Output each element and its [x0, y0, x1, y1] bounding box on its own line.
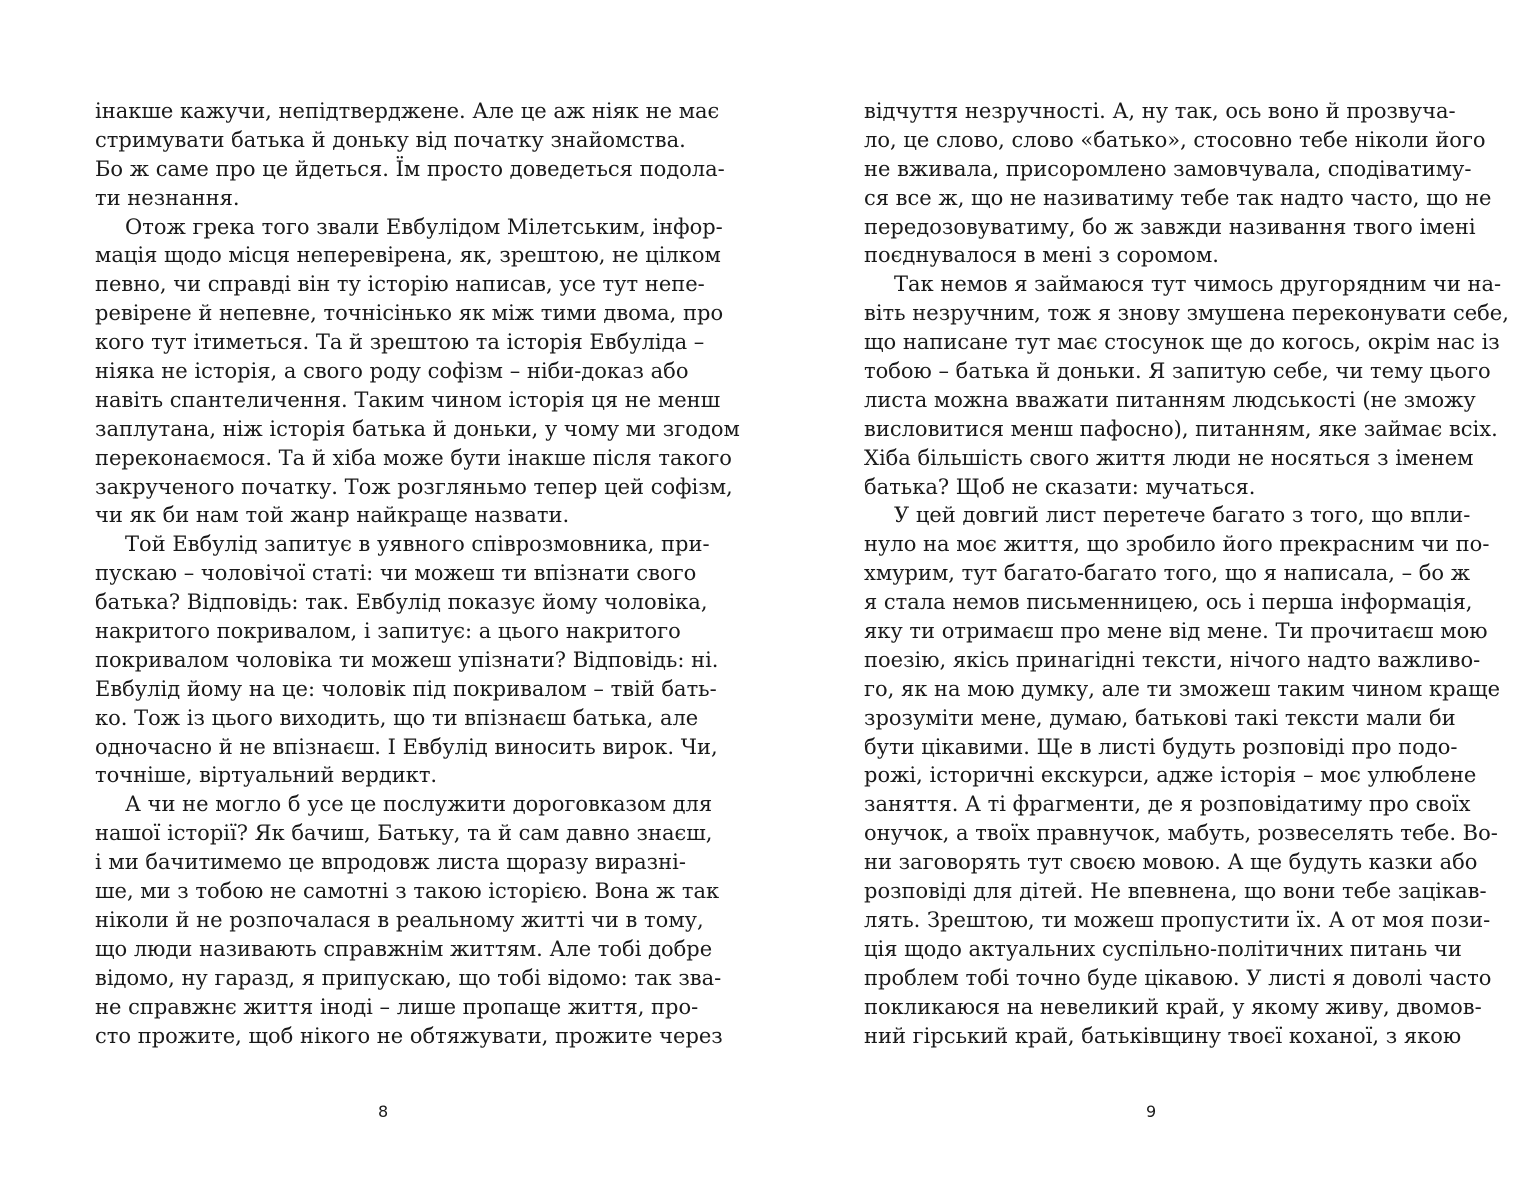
- text-line: інакше кажучи, непідтверджене. Але це аж ніяк не має: [95, 99, 720, 123]
- text-line: не вживала, присоромлено замовчувала, сподіватиму-: [864, 156, 1472, 181]
- text-line: ніколи й не розпочалася в реальному житті чи в тому,: [95, 907, 704, 932]
- right-page: [768, 0, 1536, 1182]
- text-line: кого тут ітиметься. Та й зрештою та історія Евбуліда –: [95, 330, 705, 355]
- text-line: ни заговорять тут своєю мовою. А ще будуть казки або: [864, 850, 1478, 875]
- text-line: чи як би нам той жанр найкраще назвати.: [95, 503, 570, 528]
- text-line: батька? Відповідь: так. Евбулід показує йому чоловіка,: [95, 590, 708, 615]
- text-line: лять. Зрештою, ти можеш пропустити їх. А от моя пози-: [864, 907, 1491, 932]
- page-number: 8: [378, 1102, 389, 1121]
- right-page-text: [864, 97, 1509, 1050]
- text-line: ти незнання.: [95, 185, 240, 210]
- text-line: відчуття незручності. А, ну так, ось воно й прозвуча-: [864, 99, 1456, 123]
- text-line: заняття. А ті фрагменти, де я розповідатиму про своїх: [864, 792, 1471, 817]
- text-line: ше, ми з тобою не самотні з такою історією. Вона ж так: [95, 879, 720, 904]
- text-line: накритого покривалом, і запитує: а цього накритого: [95, 619, 681, 644]
- text-line: ний гірський край, батьківщину твоєї коханої, з якою: [864, 1023, 1462, 1048]
- text-line: відомо, ну гаразд, я припускаю, що тобі відомо: так зва-: [95, 965, 722, 990]
- text-line: що написане тут має стосунок ще до когось, окрім нас із: [864, 330, 1500, 355]
- text-line: нашої історії? Як бачиш, Батьку, та й сам давно знаєш,: [95, 821, 713, 846]
- text-line: і ми бачитимемо це впродовж листа щоразу виразні-: [95, 850, 686, 875]
- page-number: 9: [1146, 1102, 1157, 1121]
- text-line: Так немов я займаюся тут чимось другорядним чи на-: [894, 272, 1502, 297]
- text-line: ло, це слово, слово «батько», стосовно тебе ніколи його: [864, 127, 1486, 152]
- text-line: Евбулід йому на це: чоловік під покривалом – твій бать-: [95, 676, 717, 701]
- text-line: проблем тобі точно буде цікавою. У листі я доволі часто: [864, 965, 1492, 990]
- text-line: переконаємося. Та й хіба може бути інакше після такого: [95, 445, 732, 470]
- text-line: батька? Щоб не сказати: мучаться.: [864, 474, 1256, 499]
- text-line: бути цікавими. Ще в листі будуть розповіді про подо-: [864, 734, 1458, 759]
- text-line: листа можна вважати питанням людськості (не зможу: [864, 387, 1476, 412]
- text-line: поєднувалося в мені з соромом.: [864, 243, 1219, 268]
- text-line: точніше, віртуальний вердикт.: [95, 763, 438, 788]
- text-line: Отож грека того звали Евбулідом Мілетським, інфор-: [125, 214, 723, 239]
- text-line: ція щодо актуальних суспільно-політичних питань чи: [864, 936, 1462, 961]
- text-line: яку ти отримаєш про мене від мене. Ти прочитаєш мою: [864, 619, 1488, 644]
- text-line: Хіба більшість свого життя люди не носяться з іменем: [864, 445, 1474, 470]
- text-line: го, як на мою думку, але ти зможеш таким чином краще: [864, 676, 1501, 701]
- text-line: я стала немов письменницею, ось і перша інформація,: [864, 590, 1473, 615]
- text-line: ніяка не історія, а свого роду софізм – ніби-доказ або: [95, 359, 689, 384]
- text-line: заплутана, ніж історія батька й доньки, у чому ми згодом: [95, 416, 740, 441]
- text-line: пускаю – чоловічої статі: чи можеш ти впізнати свого: [95, 561, 697, 586]
- text-line: Той Евбулід запитує в уявного співрозмовника, при-: [125, 532, 710, 557]
- text-line: А чи не могло б усе це послужити дороговказом для: [125, 792, 713, 817]
- text-line: мація щодо місця неперевірена, як, зрештою, не цілком: [95, 243, 721, 268]
- text-line: передозовуватиму, бо ж завжди називання твого імені: [864, 214, 1476, 239]
- text-line: висловитися менш пафосно), питанням, яке займає всіх.: [864, 416, 1498, 441]
- left-page-text: [95, 97, 740, 1050]
- text-line: хмурим, тут багато-багато того, що я написала, – бо ж: [864, 561, 1471, 586]
- text-line: закрученого початку. Тож розгляньмо тепер цей софізм,: [95, 474, 733, 499]
- text-line: зрозуміти мене, думаю, батькові такі тексти мали би: [864, 705, 1456, 730]
- text-line: що люди називають справжнім життям. Але тобі добре: [95, 936, 713, 961]
- text-line: розповіді для дітей. Не впевнена, що вони тебе зацікав-: [864, 879, 1487, 904]
- text-line: ся все ж, що не називатиму тебе так надто часто, що не: [864, 185, 1492, 210]
- text-line: покривалом чоловіка ти можеш упізнати? Відповідь: ні.: [95, 647, 719, 672]
- text-line: навіть спантеличення. Таким чином історія ця не менш: [95, 387, 721, 412]
- text-line: ко. Тож із цього виходить, що ти впізнаєш батька, але: [95, 705, 699, 730]
- text-line: онучок, а твоїх правнучок, мабуть, розвеселять тебе. Во-: [864, 821, 1498, 846]
- text-line: У цей довгий лист перетече багато з того, що впли-: [894, 503, 1471, 528]
- text-line: рожі, історичні екскурси, адже історія – моє улюблене: [864, 763, 1477, 788]
- text-line: стримувати батька й доньку від початку знайомства.: [95, 127, 686, 152]
- text-line: тобою – батька й доньки. Я запитую себе, чи тему цього: [864, 359, 1491, 384]
- text-line: нуло на моє життя, що зробило його прекрасним чи по-: [864, 532, 1490, 557]
- text-line: сто прожите, щоб нікого не обтяжувати, прожите через: [95, 1023, 723, 1048]
- text-line: поезію, якісь принагідні тексти, нічого надто важливо-: [864, 647, 1481, 672]
- text-line: не справжнє життя іноді – лише пропаще життя, про-: [95, 994, 699, 1019]
- text-line: ревірене й непевне, точнісінько як між тими двома, про: [95, 301, 724, 326]
- text-line: віть незручним, тож я знову змушена переконувати себе,: [864, 301, 1509, 326]
- text-line: Бо ж саме про це йдеться. Їм просто доведеться подола-: [95, 156, 725, 181]
- text-line: певно, чи справді він ту історію написав, усе тут непе-: [95, 272, 705, 297]
- text-line: одночасно й не впізнаєш. І Евбулід виносить вирок. Чи,: [95, 734, 718, 759]
- text-line: покликаюся на невеликий край, у якому живу, двомов-: [864, 994, 1482, 1019]
